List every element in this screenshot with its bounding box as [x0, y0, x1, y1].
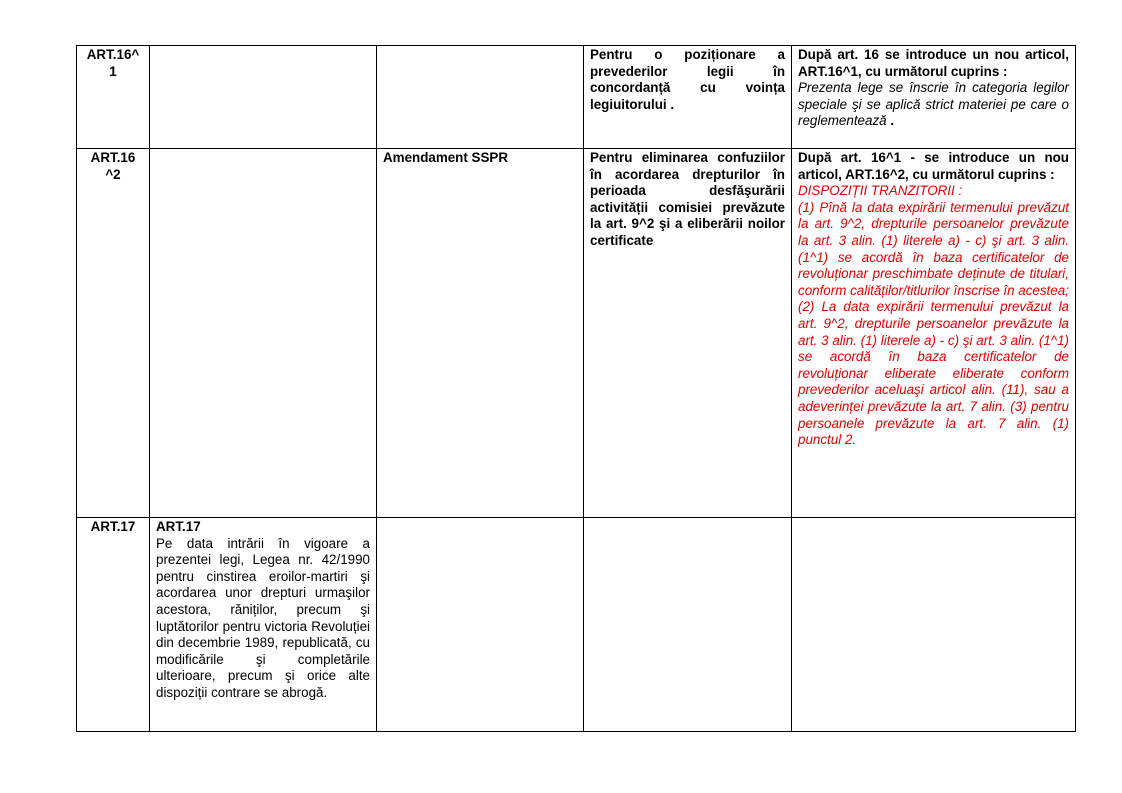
amendment-cell — [377, 46, 584, 149]
adopted-text-cell — [792, 149, 1076, 518]
amendment-cell — [377, 518, 584, 732]
paragraph-1: (1) Pînă la data expirării termenului prevăzut la art. 9^2, drepturile persoanelor prevăzute la art. 3 alin. (1) literele a) - c) şi art. 3 alin. (1^1) se acordă în baza certificatelor de revoluționar preschimbate deținute de titulari, conform calităților/titlurilor înscrise în acestea; — [798, 199, 1069, 298]
article-number: ART.17 — [90, 519, 136, 534]
motivation-cell — [584, 518, 792, 732]
paragraph-2: (2) La data expirării termenului prevăzut la art. 9^2, drepturile persoanelor prevăzute la art. 3 alin. (1) literele a) - c) şi art. 3 alin. (1^1) se acordă în baza certificatelor de revoluționar eliberate eliberate conform prevederilor aceluaşi articol alin. (11), sau a adeverinței prevăzute la art. 7 alin. (3) pentru persoanele prevăzute la art. 7 alin. (1) punctul 2. — [798, 299, 1069, 448]
adopted-intro: După art. 16^1 - se introduce un nou articol, ART.16^2, cu următorul cuprins : — [798, 150, 1069, 182]
table-row-art-16-2 — [77, 149, 1076, 518]
amendment-cell — [377, 149, 584, 518]
amendments-table — [76, 45, 1076, 732]
initial-heading: ART.17 — [156, 519, 201, 534]
adopted-intro: După art. 16 se introduce un nou articol, ART.16^1, cu următorul cuprins : — [798, 47, 1069, 79]
transitional-title: DISPOZIȚII TRANZITORII : — [798, 183, 963, 199]
table-row-art-17 — [77, 518, 1076, 732]
article-number-cell — [77, 518, 150, 732]
adopted-text-cell — [792, 518, 1076, 732]
initial-text-cell — [150, 149, 377, 518]
table-row-art-16-1 — [77, 46, 1076, 149]
motivation-text: Pentru eliminarea confuziilor în acordarea drepturilor în perioada desfăşurării activității comisiei prevăzute la art. 9^2 şi a eliberării noilor certificate — [590, 150, 785, 248]
motivation-text: Pentru o poziționare a prevederilor legii în concordanță cu voința legiuitorului . — [590, 47, 785, 112]
article-number-cell — [77, 149, 150, 518]
article-number: ART.16 ^2 — [90, 150, 136, 182]
article-number-cell — [77, 46, 150, 149]
motivation-cell — [584, 46, 792, 149]
initial-text-cell — [150, 518, 377, 732]
article-number: ART.16^ 1 — [86, 47, 140, 79]
adopted-body-end: . — [886, 113, 895, 129]
adopted-text-cell — [792, 46, 1076, 149]
initial-body: Pe data intrării în vigoare a prezentei legi, Legea nr. 42/1990 pentru cinstirea eroilor-martiri şi acordarea unor drepturi urmaşilor acestora, răniților, precum şi luptătorilor pentru victoria Revoluției din decembrie 1989, republicată, cu modificările şi completările ulterioare, precum şi orice alte dispoziții contrare se abrogă. — [156, 535, 370, 700]
amendment-source: Amendament SSPR — [383, 150, 509, 165]
motivation-cell — [584, 149, 792, 518]
initial-text-cell — [150, 46, 377, 149]
adopted-body: Prezenta lege se înscrie în categoria legilor speciale şi se aplică strict materiei pe care o reglementează — [798, 80, 1069, 129]
